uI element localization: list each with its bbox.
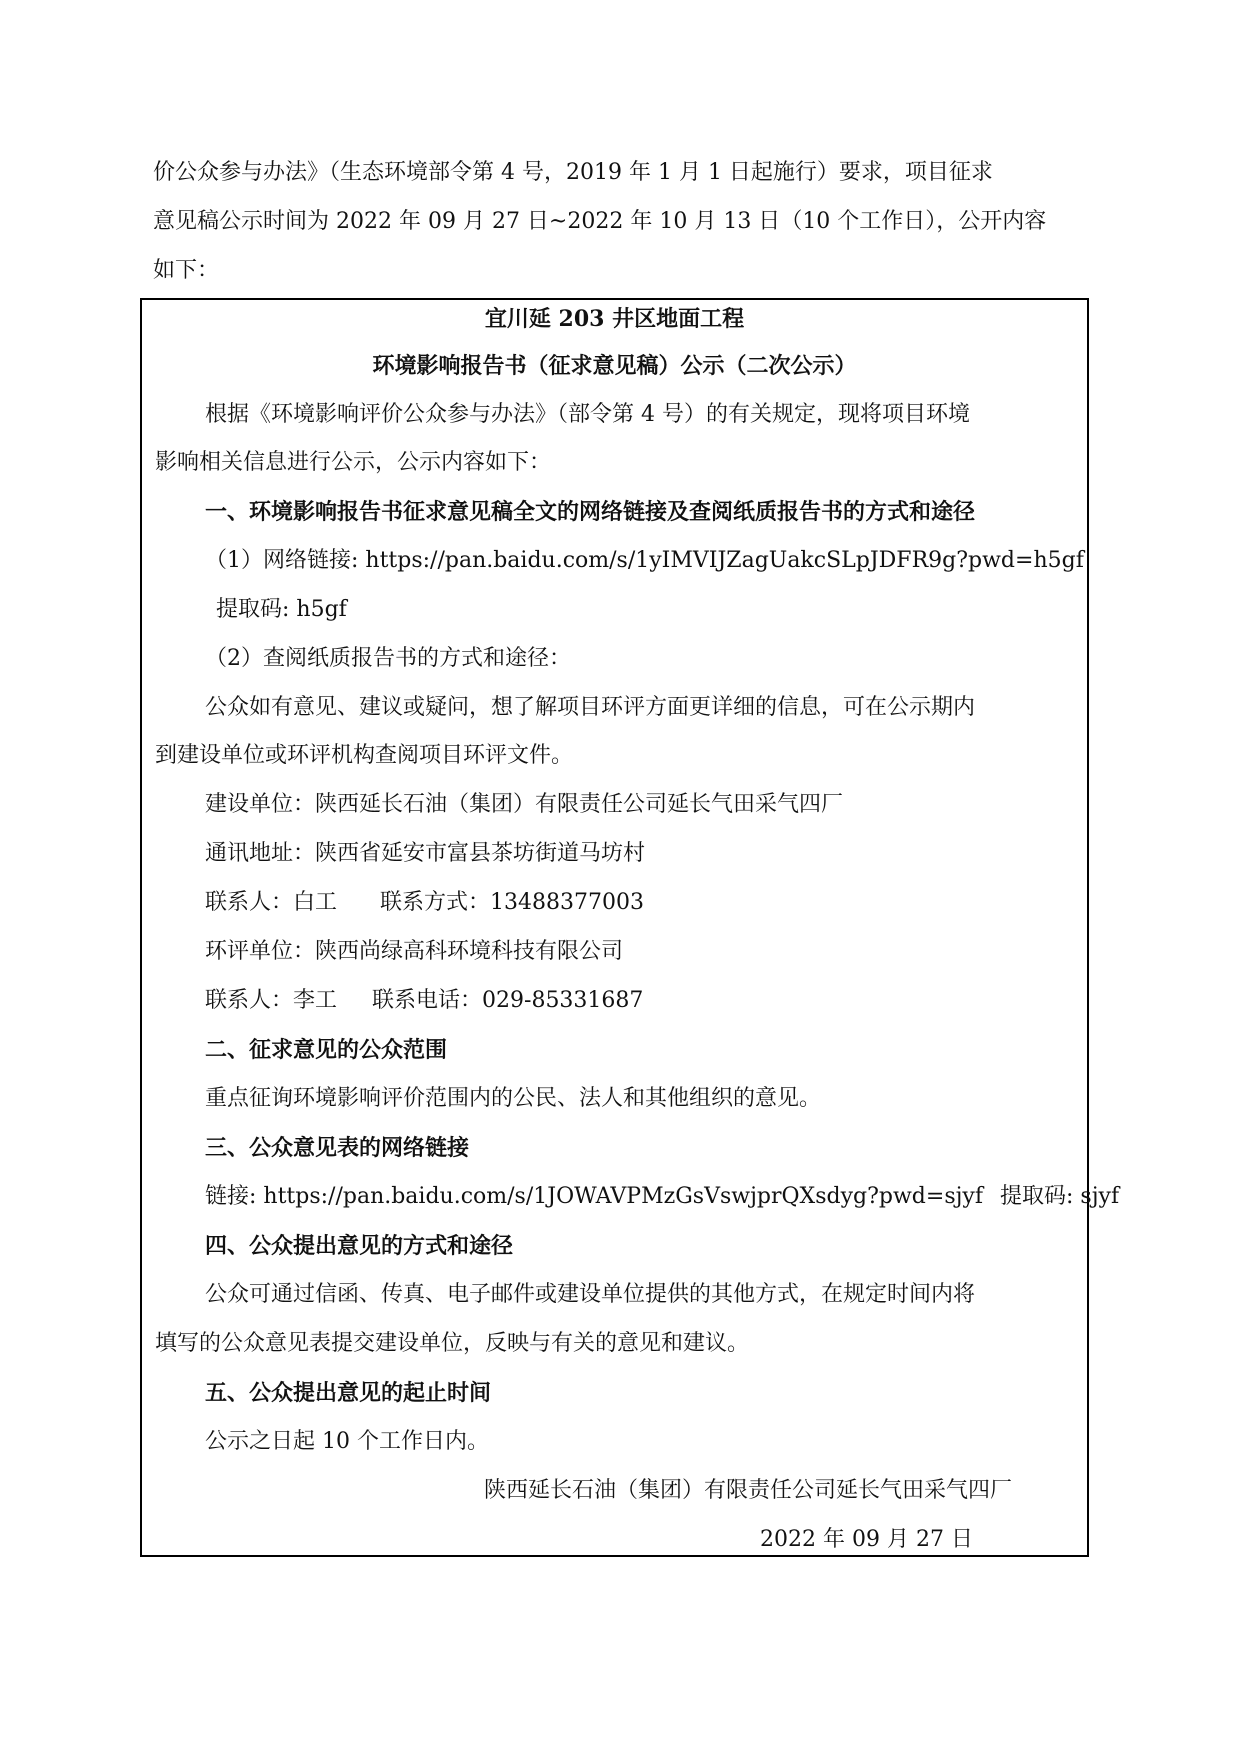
section5-text: 公示之日起 10 个工作日内。 <box>205 1429 489 1454</box>
section5-heading: 五、公众提出意见的起止时间 <box>205 1380 492 1406</box>
intro-line-1: 价公众参与办法》（生态环境部令第 4 号，2019 年 1 月 1 日起施行）要求，项目征求 <box>153 160 993 185</box>
para2-line-2: 到建设单位或环评机构查阅项目环评文件。 <box>155 743 574 768</box>
eia-unit: 环评单位：陕西尚绿高科环境科技有限公司 <box>205 939 624 964</box>
web-link-row <box>205 546 1084 576</box>
section4-line-2: 填写的公众意见表提交建设单位，反映与有关的意见和建议。 <box>155 1331 750 1356</box>
section2-text: 重点征询环境影响评价范围内的公民、法人和其他组织的意见。 <box>205 1086 822 1111</box>
notice-box <box>140 298 1120 1557</box>
mailing-address: 通讯地址：陕西省延安市富县茶坊街道马坊村 <box>205 841 646 866</box>
report-download-link[interactable]: https://pan.baidu.com/s/1yIMVIJZagUakcSLpJDFR9g?pwd=h5gf <box>365 548 1084 573</box>
contact-1-name: 联系人：白工 <box>205 890 338 915</box>
para2-line-1: 公众如有意见、建议或疑问，想了解项目环评方面更详细的信息，可在公示期内 <box>205 695 976 720</box>
builder-unit: 建设单位：陕西延长石油（集团）有限责任公司延长气田采气四厂 <box>205 792 844 817</box>
contact-row-1 <box>205 888 644 918</box>
signature: 陕西延长石油（集团）有限责任公司延长气田采气四厂 <box>484 1478 1013 1503</box>
item-2-heading: （2）查阅纸质报告书的方式和途径： <box>205 646 571 671</box>
contact-2-name: 联系人：李工 <box>205 988 338 1013</box>
feedback-link-row <box>205 1182 1119 1212</box>
web-link-label: （1）网络链接: <box>205 548 366 573</box>
notice-date: 2022 年 09 月 27 日 <box>760 1527 973 1552</box>
notice-title-line-1: 宜川延 203 井区地面工程 <box>484 306 745 332</box>
para1-line-1: 根据《环境影响评价公众参与办法》（部令第 4 号）的有关规定，现将项目环境 <box>205 402 970 427</box>
notice-title-line-2: 环境影响报告书（征求意见稿）公示（二次公示） <box>372 353 857 379</box>
section3-heading: 三、公众意见表的网络链接 <box>205 1135 470 1161</box>
section4-line-1: 公众可通过信函、传真、电子邮件或建设单位提供的其他方式，在规定时间内将 <box>205 1282 976 1307</box>
extraction-code-1: 提取码: h5gf <box>216 597 347 622</box>
section4-heading: 四、公众提出意见的方式和途径 <box>205 1233 514 1259</box>
contact-row-2 <box>205 986 643 1016</box>
para1-line-2: 影响相关信息进行公示，公示内容如下： <box>155 450 552 475</box>
feedback-link-label: 链接: <box>205 1184 264 1209</box>
extraction-code-2: 提取码: sjyf <box>1000 1184 1120 1209</box>
section1-heading: 一、环境影响报告书征求意见稿全文的网络链接及查阅纸质报告书的方式和途径 <box>205 499 976 525</box>
intro-line-3: 如下： <box>153 258 220 283</box>
contact-2-phone: 联系电话：029-85331687 <box>372 988 644 1013</box>
feedback-form-link[interactable]: https://pan.baidu.com/s/1JOWAVPMzGsVswjprQXsdyg?pwd=sjyf <box>263 1184 984 1209</box>
contact-1-phone: 联系方式：13488377003 <box>380 890 644 915</box>
intro-line-2: 意见稿公示时间为 2022 年 09 月 27 日~2022 年 10 月 13 日（10 个工作日），公开内容 <box>153 209 1047 234</box>
section2-heading: 二、征求意见的公众范围 <box>205 1037 448 1063</box>
